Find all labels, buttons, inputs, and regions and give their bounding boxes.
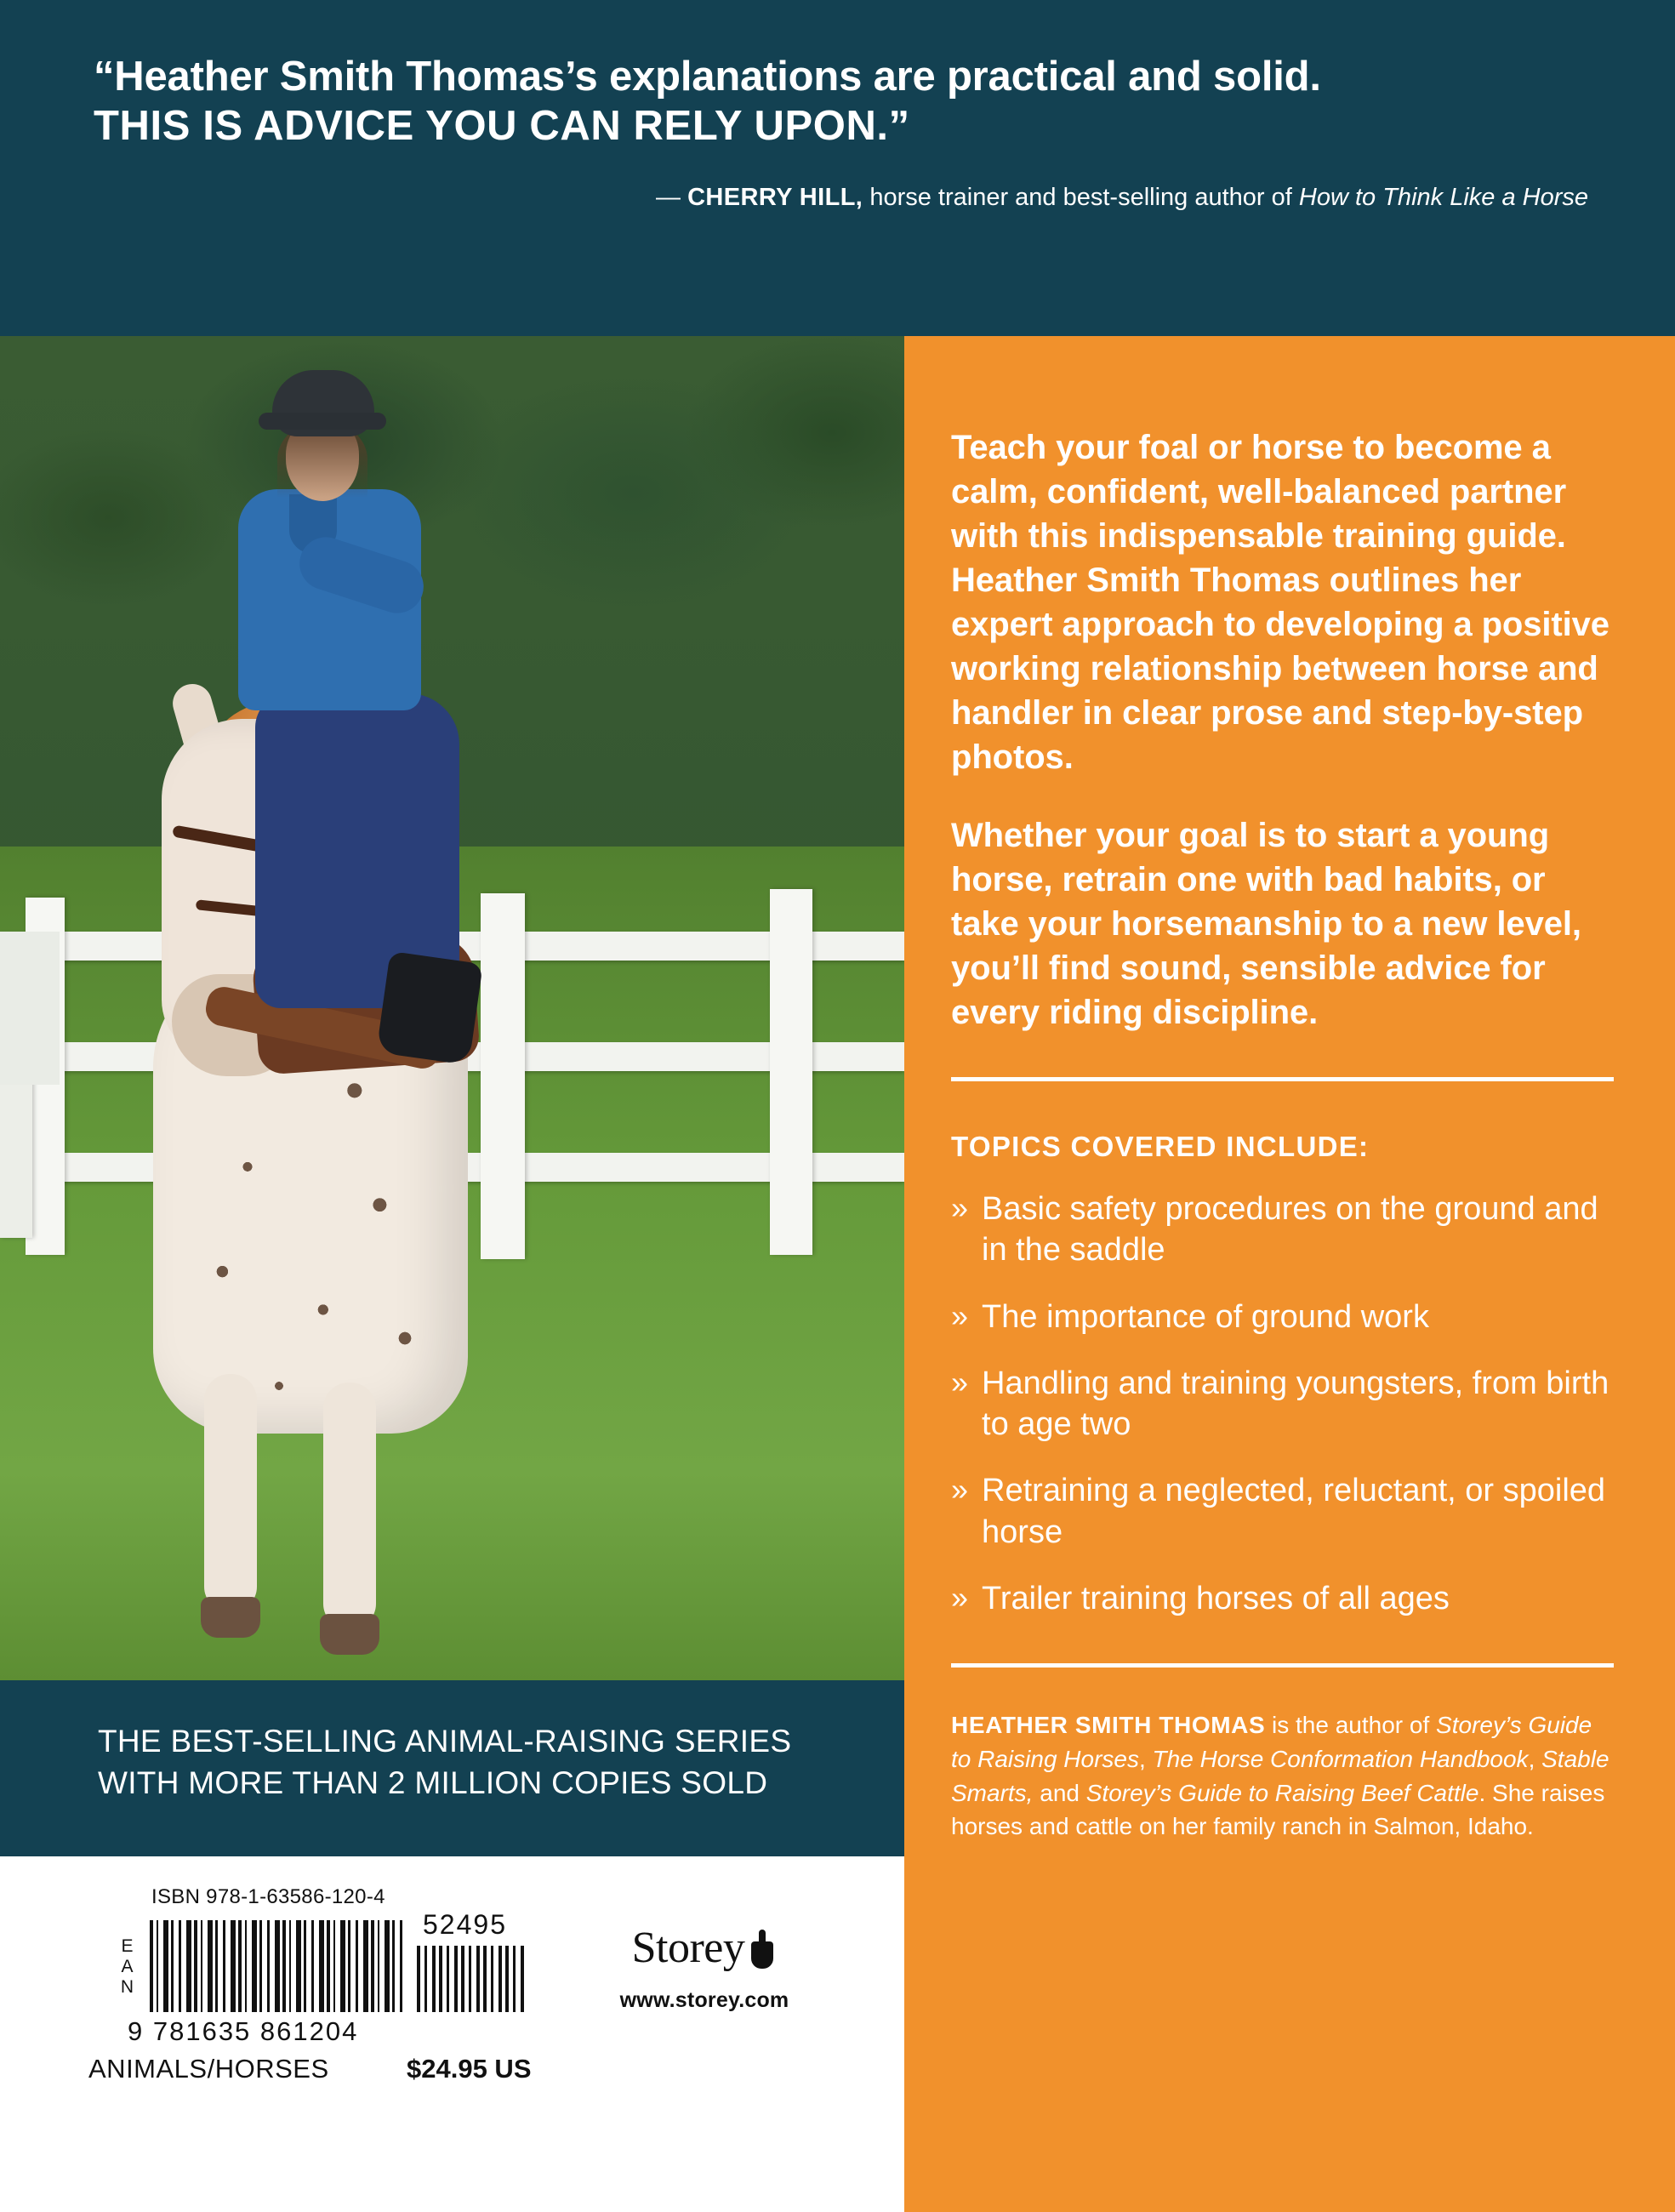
series-line-1: THE BEST-SELLING ANIMAL-RAISING SERIES xyxy=(98,1724,792,1759)
topic-item xyxy=(951,1578,1614,1619)
publisher-name: Storey xyxy=(631,1924,745,1972)
fence-post-3 xyxy=(770,889,812,1255)
storey-acorn-icon xyxy=(748,1930,777,1970)
publisher-block xyxy=(585,1923,823,2013)
right-orange-panel xyxy=(904,336,1675,2212)
left-column xyxy=(0,336,904,2212)
blurb-paragraph-1: Teach your foal or horse to become a calm, confident, well-balanced partner with this indispensable training guide. Heather Smith Thomas outlines her expert approach to developing a positive working relationship between horse and handler in clear prose and step-by-step photos. xyxy=(951,429,1609,776)
divider-top xyxy=(951,1077,1614,1081)
horse-front-leg-left xyxy=(204,1374,257,1612)
author-name: HEATHER SMITH THOMAS xyxy=(951,1712,1266,1738)
riding-helmet xyxy=(272,370,374,436)
cover-photo-rider-on-horse xyxy=(0,336,904,1680)
attribution-dash: — xyxy=(656,183,688,211)
topic-item xyxy=(951,1363,1614,1445)
price-label: $24.95 US xyxy=(407,2054,532,2084)
publisher-url[interactable]: www.storey.com xyxy=(619,1988,789,2012)
quote-line-1: “Heather Smith Thomas’s explanations are practical and solid. xyxy=(94,54,1321,100)
horse-front-leg-right xyxy=(323,1382,376,1629)
bullet-chevron-icon: » xyxy=(951,1472,969,1508)
bullet-chevron-icon: » xyxy=(951,1364,969,1400)
isbn-barcode-area xyxy=(0,1856,904,2212)
author-title-2: The Horse Conformation Handbook xyxy=(1152,1745,1529,1772)
author-title-4: Storey’s Guide to Raising Beef Cattle xyxy=(1085,1779,1479,1806)
topic-label: Handling and training youngsters, from birth to age two xyxy=(982,1365,1609,1442)
bullet-chevron-icon: » xyxy=(951,1579,969,1615)
topic-item xyxy=(951,1297,1614,1337)
category-label: ANIMALS/HORSES xyxy=(88,2054,329,2084)
attribution-name: CHERRY HILL, xyxy=(687,183,863,211)
ean-label: EAN xyxy=(117,1936,137,1998)
bullet-chevron-icon: » xyxy=(951,1190,969,1225)
quote-attribution xyxy=(94,182,1598,214)
author-text-3: , xyxy=(1528,1745,1542,1772)
series-line-2: WITH MORE THAN 2 MILLION COPIES SOLD xyxy=(98,1764,768,1800)
author-title-1: Storey’s Guide to Raising Horses xyxy=(951,1712,1592,1772)
author-bio xyxy=(951,1708,1614,1844)
rider-boot xyxy=(376,951,483,1065)
horse-hoof-right xyxy=(320,1614,379,1655)
topics-heading: TOPICS COVERED INCLUDE: xyxy=(951,1131,1370,1162)
horse-hoof-left xyxy=(201,1597,260,1638)
divider-bottom xyxy=(951,1663,1614,1668)
quote-band xyxy=(0,0,1675,336)
topic-label: The importance of ground work xyxy=(982,1298,1429,1335)
topic-label: Trailer training horses of all ages xyxy=(982,1580,1450,1616)
attribution-book-title: How to Think Like a Horse xyxy=(1298,183,1588,211)
author-text-5: . She raises horses and cattle on her family ranch in Salmon, Idaho. xyxy=(951,1779,1605,1840)
barcode-addon-digits: 52495 xyxy=(423,1909,507,1940)
topic-label: Basic safety procedures on the ground and in the saddle xyxy=(982,1191,1598,1268)
isbn-number: ISBN 978-1-63586-120-4 xyxy=(151,1885,385,1908)
topic-item xyxy=(951,1189,1614,1271)
barcode-ean13 xyxy=(150,1920,405,2012)
topic-label: Retraining a neglected, reluctant, or spoiled horse xyxy=(982,1473,1606,1550)
bullet-chevron-icon: » xyxy=(951,1297,969,1333)
rider-and-horse xyxy=(128,362,536,1638)
attribution-rest: horse trainer and best-selling author of xyxy=(863,183,1299,211)
topic-item xyxy=(951,1470,1614,1553)
author-text-1: is the author of xyxy=(1265,1712,1437,1738)
quote-line-2: THIS IS ADVICE YOU CAN RELY UPON.” xyxy=(94,102,910,149)
series-band xyxy=(0,1680,904,1856)
photo-barn-corner xyxy=(0,932,60,1085)
barcode-addon-5digit xyxy=(417,1946,526,2012)
barcode-digits: 9 781635 861204 xyxy=(128,2016,359,2046)
author-title-3: Stable Smarts, xyxy=(951,1745,1609,1806)
author-text-2: , xyxy=(1138,1745,1153,1772)
author-text-4: and xyxy=(1033,1779,1086,1806)
blurb-paragraph-2: Whether your goal is to start a young horse, retrain one with bad habits, or take your horsemanship to a new level, you’ll find sound, sensible advice for every riding discipline. xyxy=(951,817,1581,1031)
